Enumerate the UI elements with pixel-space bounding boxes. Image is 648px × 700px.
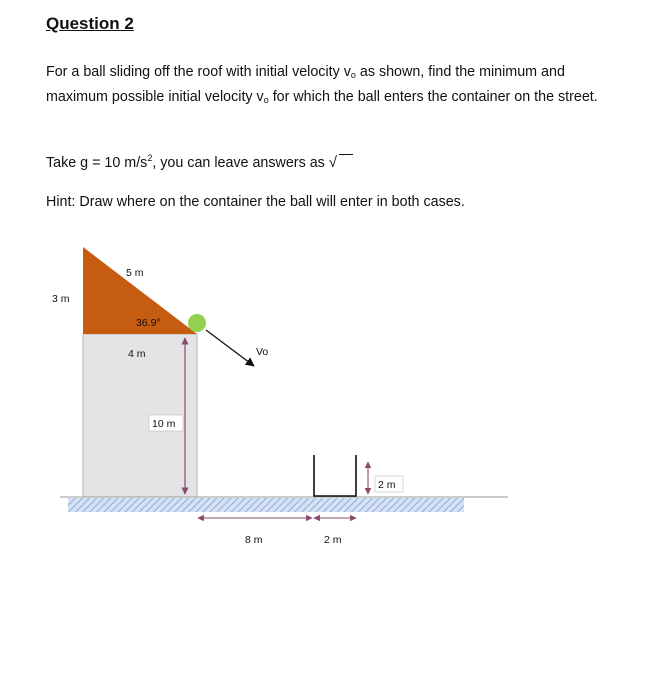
container-width-label: 2 m <box>324 534 342 546</box>
velocity-label: Vo <box>256 346 269 358</box>
container <box>314 455 356 496</box>
gravity-text: Take g = 10 m/s <box>46 155 148 171</box>
gravity-text-tail: , you can leave answers as <box>152 155 329 171</box>
hint-text: Hint: Draw where on the container the ball will enter in both cases. <box>46 194 465 210</box>
container-height-label: 2 m <box>378 479 396 491</box>
question-heading: Question 2 <box>46 14 134 33</box>
subscript: o <box>350 70 356 80</box>
velocity-arrow <box>206 330 254 366</box>
angle-label: 36.9° <box>136 317 161 329</box>
statement-part: For a ball sliding off the roof with initial velocity v <box>46 64 351 80</box>
ground-hatch <box>68 498 464 512</box>
roof-height-label: 3 m <box>52 293 70 305</box>
statement-part: for which the ball enters the container on the street. <box>268 89 598 105</box>
slope-label: 5 m <box>126 267 144 279</box>
statement-part: as shown, find the minimum and maximum possible initial velocity v <box>46 64 565 105</box>
base-label: 4 m <box>128 348 146 360</box>
superscript: 2 <box>147 153 153 163</box>
building-height-label: 10 m <box>152 418 176 430</box>
ball <box>188 314 206 332</box>
gap-label: 8 m <box>245 534 263 546</box>
subscript: o <box>263 95 269 105</box>
